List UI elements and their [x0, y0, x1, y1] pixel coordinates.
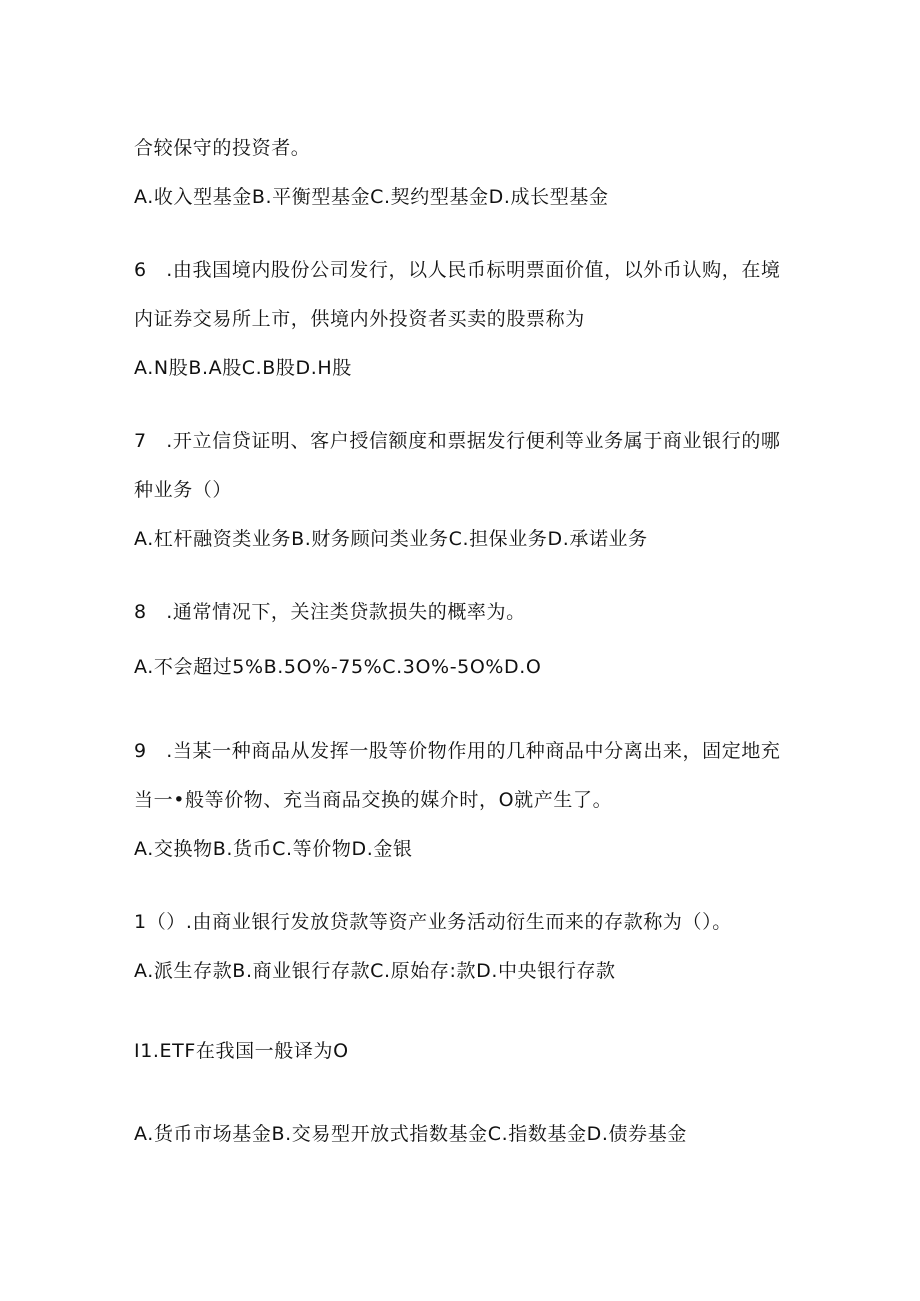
q6-text-line-2: 内证券交易所上市，供境内外投资者买卖的股票称为 [134, 308, 585, 330]
q6-text-line-1: 6 .由我国境内股份公司发行，以人民币标明票面价值，以外币认购，在境 [134, 259, 781, 281]
q10-text: 1（）.由商业银行发放贷款等资产业务活动衍生而来的存款称为（）。 [134, 911, 732, 933]
q7-text-line-1: 7 .开立信贷证明、客户授信额度和票据发行便利等业务属于商业银行的哪 [134, 430, 781, 452]
q7-text-line-2: 种业务（） [134, 479, 233, 501]
q9-text-line-2: 当一•般等价物、充当商品交换的媒介时，O就产生了。 [134, 789, 613, 811]
q11-options: A.货币市场基金B.交易型开放式指数基金C.指数基金D.债券基金 [134, 1123, 687, 1145]
q6-options: A.N股B.A股C.B股D.H股 [134, 357, 352, 379]
q9-options: A.交换物B.货币C.等价物D.金银 [134, 838, 413, 860]
q11-text: I1.ETF在我国一般译为O [134, 1040, 349, 1062]
q8-text: 8 .通常情况下，关注类贷款损失的概率为。 [134, 601, 526, 623]
q8-options: A.不会超过5%B.5O%-75%C.3O%-5O%D.O [134, 656, 542, 678]
q10-options: A.派生存款B.商业银行存款C.原始存:款D.中央银行存款 [134, 960, 616, 982]
q7-options: A.杠杆融资类业务B.财务顾问类业务C.担保业务D.承诺业务 [134, 528, 648, 550]
q5-options: A.收入型基金B.平衡型基金C.契约型基金D.成长型基金 [134, 186, 609, 208]
q9-text-line-1: 9 .当某一种商品从发挥一股等价物作用的几种商品中分离出来，固定地充 [134, 740, 781, 762]
text-line-1: 合较保守的投资者。 [134, 137, 311, 159]
